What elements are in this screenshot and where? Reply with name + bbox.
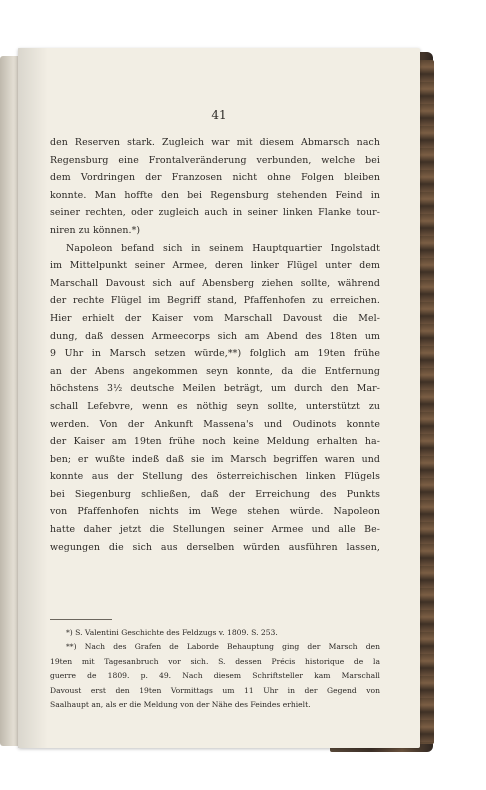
footnote-line: Saalhaupt an, als er die Meldung von der Nähe des Feindes erhielt.	[50, 700, 311, 710]
text-line: der rechte Flügel im Begriff stand, Pfaffenhofen zu erreichen.	[50, 295, 380, 307]
text-line: 9 Uhr in Marsch setzen würde,**) folglich am 19ten frühe	[50, 348, 380, 360]
text-line: seiner rechten, oder zugleich auch in seiner linken Flanke tour-	[50, 207, 380, 219]
cover-marbled-edge	[418, 60, 434, 744]
text-line: höchstens 3½ deutsche Meilen beträgt, um durch den Mar-	[50, 383, 380, 395]
book-page	[18, 48, 420, 748]
text-line: wegungen die sich aus derselben würden ausführen lassen,	[50, 541, 380, 553]
page-number: 41	[211, 108, 227, 122]
text-line: schall Lefebvre, wenn es nöthig seyn sollte, unterstützt zu	[50, 400, 380, 412]
footnote-line: Davoust erst den 19ten Vormittags um 11 Uhr in der Gegend von	[50, 685, 380, 695]
footnote-line: guerre de 1809. p. 49. Nach diesem Schriftsteller kam Marschall	[50, 671, 380, 681]
text-line: konnte. Man hoffte den bei Regensburg stehenden Feind in	[50, 189, 380, 201]
text-line: dung, daß dessen Armeecorps sich am Abend des 18ten um	[50, 330, 380, 342]
text-line: ben; er wußte indeß daß sie im Marsch begriffen waren und	[50, 453, 380, 465]
text-line: Hier erhielt der Kaiser vom Marschall Davoust die Mel-	[50, 312, 380, 324]
text-line: Regensburg eine Frontalveränderung verbunden, welche bei	[50, 154, 380, 166]
text-line: werden. Von der Ankunft Massena's und Oudinots konnte	[50, 418, 380, 430]
text-line: niren zu können.*)	[50, 224, 141, 236]
text-line: konnte aus der Stellung des österreichischen linken Flügels	[50, 471, 380, 483]
footnotes	[50, 626, 380, 712]
text-line: der Kaiser am 19ten frühe noch keine Meldung erhalten ha-	[50, 436, 380, 448]
footnote-line: **) Nach des Grafen de Laborde Behauptung ging der Marsch den	[66, 642, 380, 652]
text-line: hatte daher jetzt die Stellungen seiner Armee und alle Be-	[50, 524, 380, 536]
text-line: bei Siegenburg schließen, daß der Erreichung des Punkts	[50, 488, 380, 500]
gutter-shadow	[18, 48, 48, 748]
footnote-line: 19ten mit Tagesanbruch vor sich. S. dessen Précis historique de la	[50, 656, 380, 666]
text-line: Marschall Davoust sich auf Abensberg ziehen sollte, während	[50, 277, 380, 289]
text-line: Napoleon befand sich in seinem Hauptquartier Ingolstadt	[66, 242, 380, 254]
text-line: im Mittelpunkt seiner Armee, deren linker Flügel unter dem	[50, 260, 380, 272]
text-line: den Reserven stark. Zugleich war mit diesem Abmarsch nach	[50, 137, 380, 148]
body-text	[50, 134, 380, 556]
text-line: von Pfaffenhofen nichts im Wege stehen würde. Napoleon	[50, 506, 380, 518]
footnote-line: *) S. Valentini Geschichte des Feldzugs v. 1809. S. 253.	[66, 628, 278, 637]
text-line: an der Abens angekommen seyn konnte, da die Entfernung	[50, 365, 380, 377]
text-line: dem Vordringen der Franzosen nicht ohne Folgen bleiben	[50, 172, 380, 184]
footnote-rule	[50, 619, 112, 620]
